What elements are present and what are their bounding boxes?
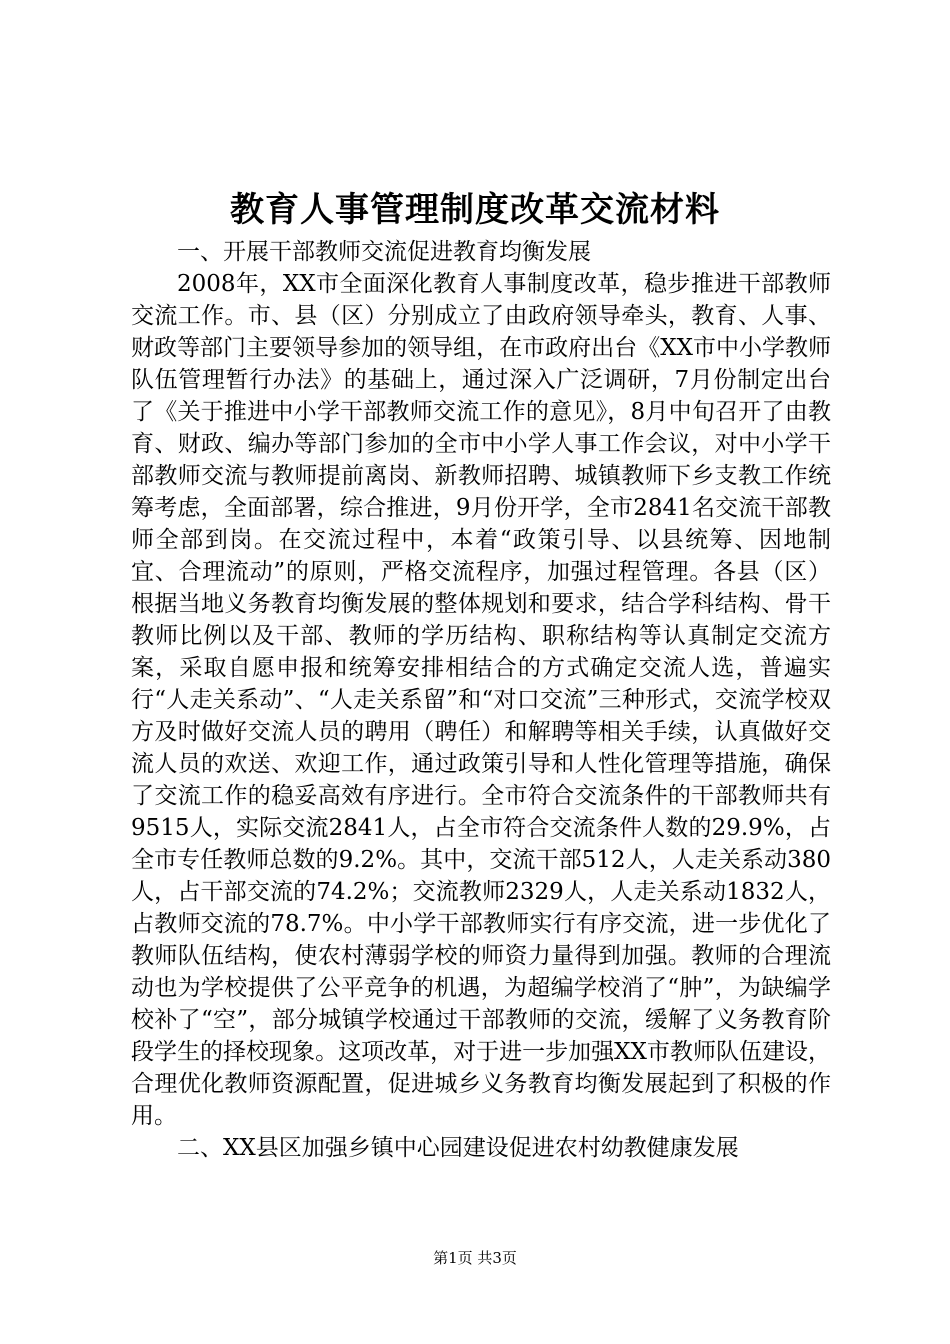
- body-paragraph: 2008年，XX市全面深化教育人事制度改革，稳步推进干部教师交流工作。市、县（区）分别成立了由政府领导牵头，教育、人事、财政等部门主要领导参加的领导组，在市政府出台《XX市中小学教师队伍管理暂行办法》的基础上，通过深入广泛调研，7月份制定出台了《关于推进中小学干部教师交流工作的意见》，8月中旬召开了由教育、财政、编办等部门参加的全市中小学人事工作会议，对中小学干部教师交流与教师提前离岗、新教师招聘、城镇教师下乡支教工作统筹考虑，全面部署，综合推进，9月份开学，全市2841名交流干部教师全部到岗。在交流过程中，本着“政策引导、以县统筹、因地制宜、合理流动”的原则，严格交流程序，加强过程管理。各县（区）根据当地义务教育均衡发展的整体规划和要求，结合学科结构、骨干教师比例以及干部、教师的学历结构、职称结构等认真制定交流方案，采取自愿申报和统筹安排相结合的方式确定交流人选，普遍实行“人走关系动”、“人走关系留”和“对口交流”三种形式，交流学校双方及时做好交流人员的聘用（聘任）和解聘等相关手续，认真做好交流人员的欢送、欢迎工作，通过政策引导和人性化管理等措施，确保了交流工作的稳妥高效有序进行。全市符合交流条件的干部教师共有9515人，实际交流2841人，占全市符合交流条件人数的29.9%，占全市专任教师总数的9.2%。其中，交流干部512人，人走关系动380人，占干部交流的74.2%；交流教师2329人，人走关系动1832人，占教师交流的78.7%。中小学干部教师实行有序交流，进一步优化了教师队伍结构，使农村薄弱学校的师资力量得到加强。教师的合理流动也为学校提供了公平竞争的机遇，为超编学校消了“肿”，为缺编学校补了“空”，部分城镇学校通过干部教师的交流，缓解了义务教育阶段学生的择校现象。这项改革，对于进一步加强XX市教师队伍建设，合理优化教师资源配置，促进城乡义务教育均衡发展起到了积极的作用。: [131, 271, 831, 1129]
- document-title: 教育人事管理制度改革交流材料: [230, 190, 720, 230]
- section-heading-2: 二、XX县区加强乡镇中心园建设促进农村幼教健康发展: [177, 1135, 739, 1161]
- document-body: [131, 236, 831, 1164]
- section-heading-1: 一、开展干部教师交流促进教育均衡发展: [177, 239, 591, 265]
- page-footer: 第1页 共3页: [433, 1249, 517, 1267]
